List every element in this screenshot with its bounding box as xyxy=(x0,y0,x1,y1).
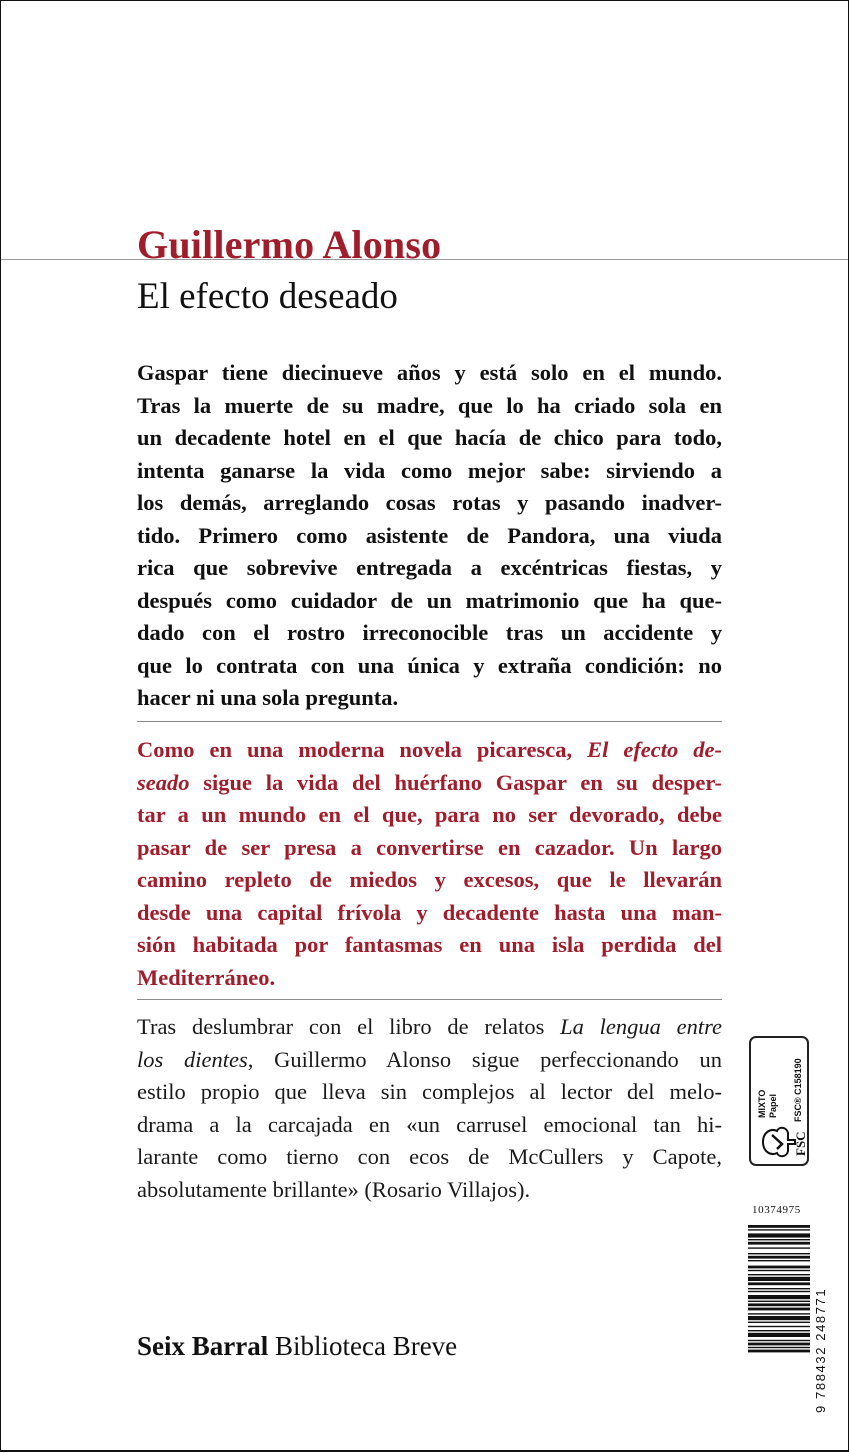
highlight-line: tar a un mundo en el que, para no ser devorado, debe xyxy=(137,802,722,827)
barcode-bar xyxy=(748,1303,810,1306)
highlight-line: desde una capital frívola y decadente hasta una man- xyxy=(137,899,722,925)
author-note-line: drama a la carcajada en «un carrusel emocional tan hi- xyxy=(137,1111,722,1137)
author-note-line: Tras deslumbrar con el libro de relatos La lengua entre xyxy=(137,1014,722,1039)
barcode-bar xyxy=(748,1301,810,1302)
barcode-bar xyxy=(748,1270,810,1271)
highlight-paragraph xyxy=(137,734,722,994)
barcode-bar xyxy=(748,1313,810,1314)
highlight-line: pasar de ser presa a convertirse en cazador. Un largo xyxy=(137,834,722,860)
barcode-bar xyxy=(748,1333,810,1337)
barcode-bar xyxy=(748,1247,810,1248)
barcode-bar xyxy=(748,1233,810,1237)
collection-name: Biblioteca Breve xyxy=(268,1331,458,1361)
publisher-imprint xyxy=(137,1331,457,1362)
author-note-line: estilo propio que lleva sin complejos al lector del melo- xyxy=(137,1079,722,1104)
barcode-bar xyxy=(748,1350,810,1353)
barcode-bar xyxy=(748,1347,810,1348)
synopsis-line: dado con el rostro irreconocible tras un accidente y xyxy=(137,620,722,645)
synopsis-line: Gaspar tiene diecinueve años y está solo en el mundo. xyxy=(137,360,722,385)
synopsis-line: que lo contrata con una única y extraña condición: no xyxy=(137,652,722,678)
synopsis-paragraph xyxy=(137,357,722,715)
barcode-bar xyxy=(748,1316,810,1320)
barcode-bar xyxy=(748,1242,810,1245)
highlight-line: camino repleto de miedos y excesos, que le llevarán xyxy=(137,867,722,892)
highlight-line: Como en una moderna novela picaresca, El efecto de- xyxy=(137,737,722,762)
author-note-line: larante como tierno con ecos de McCullers y Capote, xyxy=(137,1144,722,1169)
barcode-bar xyxy=(748,1266,810,1269)
synopsis-line: hacer ni una sola pregunta. xyxy=(137,685,399,710)
barcode-bar xyxy=(748,1295,810,1299)
highlight-line: Mediterráneo. xyxy=(137,964,276,990)
fsc-code: FSC® C158190 xyxy=(793,1058,803,1122)
publisher-name: Seix Barral xyxy=(137,1331,269,1361)
barcode-bar xyxy=(748,1282,810,1285)
barcode-bar xyxy=(748,1291,810,1292)
synopsis-line: los demás, arreglando cosas rotas y pasando inadver- xyxy=(137,490,722,515)
barcode-bar xyxy=(748,1308,810,1311)
section-divider xyxy=(137,721,722,722)
section-divider xyxy=(137,999,722,1000)
isbn-barcode xyxy=(748,1223,818,1413)
barcode-bar xyxy=(748,1239,810,1240)
barcode-bar xyxy=(748,1288,810,1289)
author-note-line: absolutamente brillante» (Rosario Villajos). xyxy=(137,1176,531,1202)
barcode-bar xyxy=(748,1343,810,1346)
highlight-line: seado sigue la vida del huérfano Gaspar en su desper- xyxy=(137,769,722,795)
barcode-bar xyxy=(748,1229,810,1230)
barcode-bar xyxy=(748,1340,810,1341)
barcode-bar xyxy=(748,1274,810,1275)
synopsis-line: Tras la muerte de su madre, que lo ha criado sola en xyxy=(137,392,722,418)
author-note-line: los dientes, Guillermo Alonso sigue perfeccionando un xyxy=(137,1046,722,1072)
synopsis-line: intenta ganarse la vida como mejor sabe: sirviendo a xyxy=(137,457,722,483)
fsc-certification-label xyxy=(749,1036,809,1166)
synopsis-line: tido. Primero como asistente de Pandora, una viuda xyxy=(137,522,722,548)
synopsis-line: después como cuidador de un matrimonio que ha que- xyxy=(137,587,722,613)
fsc-mixto-label: MIXTO xyxy=(757,1089,767,1118)
fsc-logo-text: FSC xyxy=(793,1131,808,1156)
barcode-bar xyxy=(748,1225,810,1228)
book-title: El efecto deseado xyxy=(137,276,398,317)
isbn-digits: 9 788432 248771 xyxy=(813,1287,828,1413)
barcode-bar xyxy=(748,1256,810,1259)
barcode-bar xyxy=(748,1253,810,1254)
synopsis-line: un decadente hotel en el que hacía de chico para todo, xyxy=(137,425,722,450)
synopsis-line: rica que sobrevive entregada a excéntricas fiestas, y xyxy=(137,555,722,580)
barcode-bar xyxy=(748,1330,810,1331)
author-note-paragraph xyxy=(137,1011,722,1206)
highlight-line: sión habitada por fantasmas en una isla perdida del xyxy=(137,932,722,957)
barcode-bar xyxy=(748,1277,810,1281)
reference-number: 10374975 xyxy=(752,1204,801,1216)
author-name: Guillermo Alonso xyxy=(137,222,442,267)
barcode-bar xyxy=(748,1326,810,1327)
fsc-papel-label: Papel xyxy=(768,1093,778,1118)
barcode-bar xyxy=(748,1322,810,1323)
barcode-bar xyxy=(748,1260,810,1261)
